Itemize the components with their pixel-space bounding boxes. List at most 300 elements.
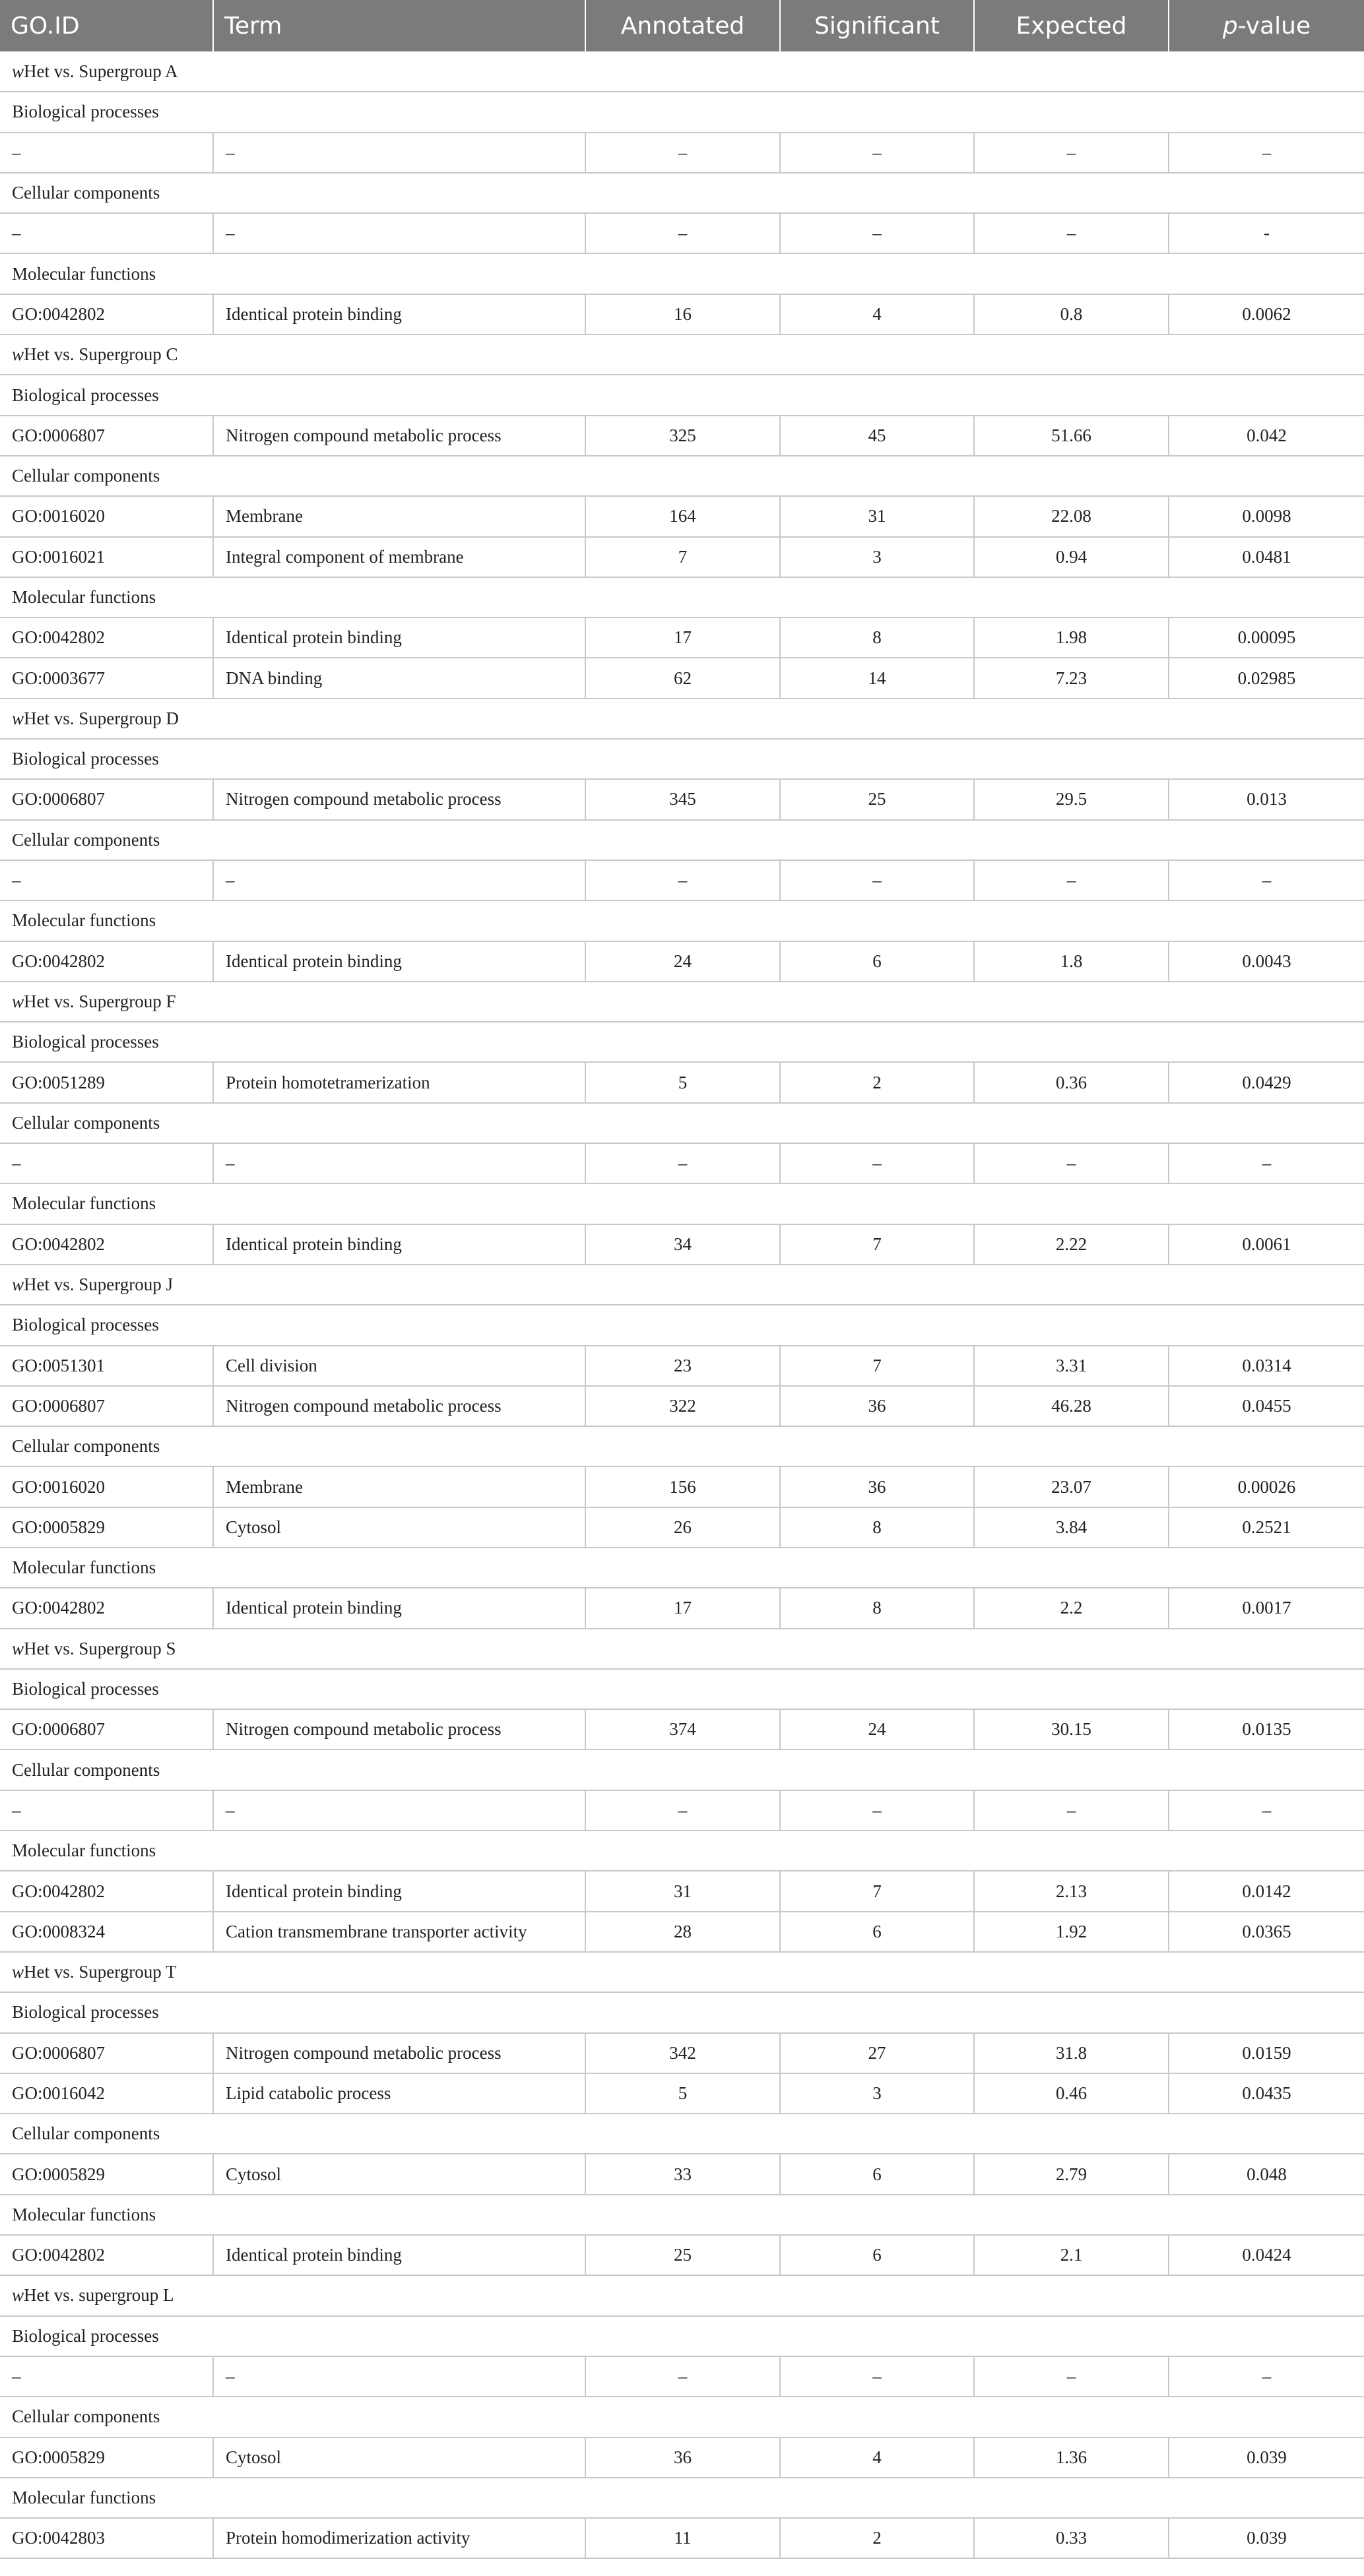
significant-cell: 8 — [780, 1588, 974, 1628]
term-cell: Protein homotetramerization — [213, 1062, 585, 1102]
expected-cell: 1.36 — [974, 2437, 1169, 2478]
annotated-cell: 164 — [585, 496, 780, 536]
annotated-cell: 17 — [585, 617, 780, 658]
category-text: Biological processes — [12, 1315, 159, 1335]
category-text: Molecular functions — [12, 587, 156, 607]
term-cell: Lipid catabolic process — [213, 2073, 585, 2114]
expected-cell: 22.08 — [974, 496, 1169, 536]
significant-cell: 27 — [780, 2033, 974, 2073]
table-row — [0, 2154, 1364, 2194]
significant-cell: 24 — [780, 1709, 974, 1749]
category-label — [0, 820, 1364, 860]
table-row — [0, 1709, 1364, 1749]
comparison-text: Het vs. Supergroup C — [24, 344, 178, 365]
category-text: Biological processes — [12, 749, 159, 769]
comparison-text: Het vs. Supergroup J — [24, 1274, 174, 1295]
term-cell: – — [213, 2356, 585, 2397]
significant-cell: – — [780, 133, 974, 173]
category-text: Biological processes — [12, 2325, 159, 2346]
category-label — [0, 1426, 1364, 1466]
comparison-w-italic: w — [12, 1962, 24, 1982]
category-row — [0, 253, 1364, 294]
p-value-cell: 0.2521 — [1169, 1507, 1364, 1548]
comparison-row — [0, 334, 1364, 375]
comparison-text: Het vs. Supergroup D — [24, 708, 179, 728]
significant-cell: 36 — [780, 1386, 974, 1426]
category-row — [0, 2397, 1364, 2437]
term-cell: – — [213, 1790, 585, 1831]
comparison-label — [0, 699, 1364, 739]
category-text: Molecular functions — [12, 2204, 156, 2224]
category-text: Cellular components — [12, 1436, 160, 1457]
significant-cell: – — [780, 213, 974, 253]
table-row — [0, 941, 1364, 982]
significant-cell: 7 — [780, 1224, 974, 1265]
category-label — [0, 92, 1364, 132]
go-id-cell: GO:0006807 — [0, 1386, 213, 1426]
category-label — [0, 2114, 1364, 2154]
comparison-text: Het vs. Supergroup S — [24, 1638, 176, 1658]
annotated-cell: 5 — [585, 1062, 780, 1102]
significant-cell: – — [780, 2356, 974, 2397]
table-row — [0, 1224, 1364, 1265]
significant-cell: – — [780, 1790, 974, 1831]
table-row — [0, 2073, 1364, 2114]
significant-cell: 14 — [780, 658, 974, 698]
expected-cell: – — [974, 860, 1169, 900]
p-value-cell: – — [1169, 1143, 1364, 1183]
term-cell: Membrane — [213, 1466, 585, 1507]
annotated-cell: 7 — [585, 537, 780, 577]
category-row — [0, 2114, 1364, 2154]
term-cell: DNA binding — [213, 658, 585, 698]
category-label — [0, 900, 1364, 941]
category-row — [0, 820, 1364, 860]
go-id-cell: GO:0006807 — [0, 779, 213, 819]
p-value-cell: 0.0314 — [1169, 1346, 1364, 1386]
category-label — [0, 1749, 1364, 1790]
term-cell: Nitrogen compound metabolic process — [213, 2033, 585, 2073]
expected-cell: 3.84 — [974, 1507, 1169, 1548]
expected-cell: 2.79 — [974, 2154, 1169, 2194]
go-id-cell: GO:0003677 — [0, 658, 213, 698]
go-id-cell: GO:0016020 — [0, 1466, 213, 1507]
category-row — [0, 2478, 1364, 2518]
category-label — [0, 253, 1364, 294]
category-text: Cellular components — [12, 2406, 160, 2427]
table-body — [0, 51, 1364, 2558]
expected-cell: 29.5 — [974, 779, 1169, 819]
go-id-cell: GO:0008324 — [0, 1912, 213, 1952]
go-id-cell: GO:0042802 — [0, 617, 213, 658]
header-annotated: Annotated — [585, 0, 780, 51]
category-label — [0, 2195, 1364, 2235]
p-value-cell: – — [1169, 1790, 1364, 1831]
annotated-cell: 16 — [585, 294, 780, 334]
significant-cell: 7 — [780, 1871, 974, 1911]
category-label — [0, 1831, 1364, 1871]
table-row — [0, 133, 1364, 173]
category-label — [0, 1183, 1364, 1224]
category-row — [0, 1548, 1364, 1588]
category-label — [0, 1548, 1364, 1588]
comparison-text: Het vs. supergroup L — [24, 2285, 174, 2306]
annotated-cell: 5 — [585, 2073, 780, 2114]
annotated-cell: 34 — [585, 1224, 780, 1265]
category-text: Biological processes — [12, 385, 159, 405]
category-label — [0, 375, 1364, 415]
category-row — [0, 1022, 1364, 1062]
go-id-cell: GO:0016021 — [0, 537, 213, 577]
category-row — [0, 1992, 1364, 2032]
comparison-row — [0, 1952, 1364, 1992]
go-id-cell: GO:0042803 — [0, 2518, 213, 2558]
significant-cell: 6 — [780, 2154, 974, 2194]
significant-cell: – — [780, 1143, 974, 1183]
p-value-cell: 0.00026 — [1169, 1466, 1364, 1507]
term-cell: Cation transmembrane transporter activity — [213, 1912, 585, 1952]
significant-cell: 7 — [780, 1346, 974, 1386]
header-significant: Significant — [780, 0, 974, 51]
comparison-label — [0, 1629, 1364, 1669]
annotated-cell: 11 — [585, 2518, 780, 2558]
annotated-cell: 24 — [585, 941, 780, 982]
annotated-cell: 342 — [585, 2033, 780, 2073]
significant-cell: 4 — [780, 2437, 974, 2478]
annotated-cell: 33 — [585, 2154, 780, 2194]
category-text: Biological processes — [12, 2002, 159, 2023]
annotated-cell: 26 — [585, 1507, 780, 1548]
term-cell: – — [213, 133, 585, 173]
category-text: Cellular components — [12, 466, 160, 486]
annotated-cell: 156 — [585, 1466, 780, 1507]
p-value-cell: 0.0159 — [1169, 2033, 1364, 2073]
table-row — [0, 1588, 1364, 1628]
significant-cell: 36 — [780, 1466, 974, 1507]
comparison-label — [0, 982, 1364, 1022]
p-value-cell: 0.039 — [1169, 2518, 1364, 2558]
table-row — [0, 1871, 1364, 1911]
category-label — [0, 1992, 1364, 2032]
significant-cell: 2 — [780, 2518, 974, 2558]
significant-cell: – — [780, 860, 974, 900]
table-row — [0, 1790, 1364, 1831]
category-text: Cellular components — [12, 829, 160, 850]
go-id-cell: – — [0, 1790, 213, 1831]
significant-cell: 8 — [780, 617, 974, 658]
expected-cell: 2.2 — [974, 1588, 1169, 1628]
annotated-cell: 374 — [585, 1709, 780, 1749]
category-row — [0, 739, 1364, 779]
comparison-row — [0, 699, 1364, 739]
p-value-cell: 0.0061 — [1169, 1224, 1364, 1265]
category-text: Biological processes — [12, 102, 159, 122]
category-row — [0, 92, 1364, 132]
category-label — [0, 1022, 1364, 1062]
go-id-cell: GO:0005829 — [0, 2154, 213, 2194]
table-row — [0, 1346, 1364, 1386]
significant-cell: 6 — [780, 2235, 974, 2275]
comparison-w-italic: w — [12, 2285, 24, 2306]
p-value-cell: 0.0062 — [1169, 294, 1364, 334]
category-text: Biological processes — [12, 1032, 159, 1052]
term-cell: – — [213, 213, 585, 253]
term-cell: Identical protein binding — [213, 2235, 585, 2275]
annotated-cell: 31 — [585, 1871, 780, 1911]
table-row — [0, 294, 1364, 334]
expected-cell: – — [974, 1790, 1169, 1831]
comparison-w-italic: w — [12, 991, 24, 1011]
table-row — [0, 213, 1364, 253]
p-value-cell: – — [1169, 2356, 1364, 2397]
expected-cell: 0.36 — [974, 1062, 1169, 1102]
table-row — [0, 860, 1364, 900]
term-cell: Nitrogen compound metabolic process — [213, 1709, 585, 1749]
expected-cell: 1.98 — [974, 617, 1169, 658]
term-cell: Identical protein binding — [213, 941, 585, 982]
comparison-label — [0, 1265, 1364, 1305]
comparison-text: Het vs. Supergroup A — [24, 61, 178, 81]
category-text: Cellular components — [12, 2123, 160, 2144]
category-row — [0, 1103, 1364, 1143]
term-cell: – — [213, 1143, 585, 1183]
expected-cell: 0.33 — [974, 2518, 1169, 2558]
significant-cell: 3 — [780, 2073, 974, 2114]
significant-cell: 2 — [780, 1062, 974, 1102]
header-go-id: GO.ID — [0, 0, 213, 51]
expected-cell: 1.92 — [974, 1912, 1169, 1952]
category-row — [0, 577, 1364, 617]
go-id-cell: GO:0005829 — [0, 2437, 213, 2478]
expected-cell: 2.22 — [974, 1224, 1169, 1265]
term-cell: Identical protein binding — [213, 1224, 585, 1265]
p-value-cell: 0.0365 — [1169, 1912, 1364, 1952]
term-cell: Membrane — [213, 496, 585, 536]
table-row — [0, 1143, 1364, 1183]
comparison-text: Het vs. Supergroup F — [24, 991, 176, 1011]
table-row — [0, 1507, 1364, 1548]
table-header — [0, 0, 1364, 51]
table-row — [0, 1386, 1364, 1426]
category-row — [0, 900, 1364, 941]
table-row — [0, 1466, 1364, 1507]
expected-cell: 0.46 — [974, 2073, 1169, 2114]
p-value-cell: 0.0043 — [1169, 941, 1364, 982]
expected-cell: 0.8 — [974, 294, 1169, 334]
header-row — [0, 0, 1364, 51]
table-row — [0, 537, 1364, 577]
expected-cell: 51.66 — [974, 416, 1169, 456]
p-value-cell: 0.0429 — [1169, 1062, 1364, 1102]
comparison-row — [0, 2275, 1364, 2315]
category-row — [0, 173, 1364, 213]
expected-cell: 2.13 — [974, 1871, 1169, 1911]
expected-cell: 0.94 — [974, 537, 1169, 577]
comparison-w-italic: w — [12, 61, 24, 81]
annotated-cell: – — [585, 213, 780, 253]
category-label — [0, 2397, 1364, 2437]
expected-cell: 23.07 — [974, 1466, 1169, 1507]
comparison-row — [0, 51, 1364, 92]
p-value-cell: 0.02985 — [1169, 658, 1364, 698]
p-value-cell: 0.048 — [1169, 2154, 1364, 2194]
category-text: Cellular components — [12, 183, 160, 203]
go-id-cell: GO:0006807 — [0, 2033, 213, 2073]
category-label — [0, 173, 1364, 213]
annotated-cell: – — [585, 2356, 780, 2397]
comparison-w-italic: w — [12, 708, 24, 728]
significant-cell: 6 — [780, 941, 974, 982]
go-id-cell: – — [0, 2356, 213, 2397]
term-cell: Cell division — [213, 1346, 585, 1386]
header-p-value — [1169, 0, 1364, 51]
category-text: Molecular functions — [12, 1193, 156, 1214]
annotated-cell: – — [585, 133, 780, 173]
go-id-cell: – — [0, 213, 213, 253]
go-id-cell: GO:0005829 — [0, 1507, 213, 1548]
annotated-cell: 62 — [585, 658, 780, 698]
table-row — [0, 2518, 1364, 2558]
annotated-cell: 23 — [585, 1346, 780, 1386]
category-label — [0, 1669, 1364, 1709]
table-row — [0, 2356, 1364, 2397]
p-value-cell: 0.0455 — [1169, 1386, 1364, 1426]
category-label — [0, 1103, 1364, 1143]
header-expected: Expected — [974, 0, 1169, 51]
expected-cell: 1.8 — [974, 941, 1169, 982]
header-p-italic: p — [1222, 12, 1238, 40]
expected-cell: – — [974, 1143, 1169, 1183]
term-cell: Cytosol — [213, 2437, 585, 2478]
table-row — [0, 1912, 1364, 1952]
annotated-cell: – — [585, 1143, 780, 1183]
comparison-w-italic: w — [12, 1274, 24, 1295]
p-value-cell: 0.0481 — [1169, 537, 1364, 577]
term-cell: Identical protein binding — [213, 617, 585, 658]
expected-cell: – — [974, 133, 1169, 173]
significant-cell: 25 — [780, 779, 974, 819]
table-row — [0, 2033, 1364, 2073]
term-cell: Cytosol — [213, 1507, 585, 1548]
category-text: Cellular components — [12, 1759, 160, 1780]
expected-cell: 7.23 — [974, 658, 1169, 698]
p-value-cell: 0.0435 — [1169, 2073, 1364, 2114]
term-cell: Nitrogen compound metabolic process — [213, 779, 585, 819]
term-cell: Identical protein binding — [213, 1588, 585, 1628]
category-text: Molecular functions — [12, 1840, 156, 1861]
category-row — [0, 1831, 1364, 1871]
header-term: Term — [213, 0, 585, 51]
expected-cell: – — [974, 213, 1169, 253]
category-label — [0, 739, 1364, 779]
table-row — [0, 658, 1364, 698]
annotated-cell: 28 — [585, 1912, 780, 1952]
annotated-cell: 25 — [585, 2235, 780, 2275]
comparison-w-italic: w — [12, 344, 24, 365]
category-label — [0, 2478, 1364, 2518]
table-row — [0, 496, 1364, 536]
p-value-cell: 0.0135 — [1169, 1709, 1364, 1749]
expected-cell: – — [974, 2356, 1169, 2397]
category-row — [0, 2195, 1364, 2235]
header-p-suffix: -value — [1237, 12, 1311, 40]
comparison-w-italic: w — [12, 1638, 24, 1658]
category-row — [0, 1749, 1364, 1790]
p-value-cell: 0.039 — [1169, 2437, 1364, 2478]
table-row — [0, 1062, 1364, 1102]
comparison-row — [0, 982, 1364, 1022]
annotated-cell: 345 — [585, 779, 780, 819]
p-value-cell: - — [1169, 213, 1364, 253]
annotated-cell: – — [585, 1790, 780, 1831]
annotated-cell: 17 — [585, 1588, 780, 1628]
expected-cell: 31.8 — [974, 2033, 1169, 2073]
category-row — [0, 1669, 1364, 1709]
significant-cell: 6 — [780, 1912, 974, 1952]
go-id-cell: GO:0016020 — [0, 496, 213, 536]
p-value-cell: – — [1169, 860, 1364, 900]
significant-cell: 3 — [780, 537, 974, 577]
comparison-label — [0, 1952, 1364, 1992]
category-row — [0, 1183, 1364, 1224]
term-cell: Integral component of membrane — [213, 537, 585, 577]
go-id-cell: – — [0, 133, 213, 173]
p-value-cell: 0.013 — [1169, 779, 1364, 819]
comparison-text: Het vs. Supergroup T — [24, 1962, 177, 1982]
category-text: Cellular components — [12, 1112, 160, 1133]
go-id-cell: GO:0042802 — [0, 294, 213, 334]
comparison-row — [0, 1629, 1364, 1669]
term-cell: Identical protein binding — [213, 294, 585, 334]
p-value-cell: 0.00095 — [1169, 617, 1364, 658]
comparison-row — [0, 1265, 1364, 1305]
go-id-cell: GO:0042802 — [0, 941, 213, 982]
annotated-cell: 36 — [585, 2437, 780, 2478]
comparison-label — [0, 334, 1364, 375]
go-id-cell: – — [0, 860, 213, 900]
expected-cell: 3.31 — [974, 1346, 1169, 1386]
category-row — [0, 1305, 1364, 1345]
category-text: Biological processes — [12, 1679, 159, 1699]
category-row — [0, 1426, 1364, 1466]
go-id-cell: GO:0042802 — [0, 1871, 213, 1911]
significant-cell: 45 — [780, 416, 974, 456]
go-id-cell: GO:0042802 — [0, 1588, 213, 1628]
category-row — [0, 375, 1364, 415]
table-row — [0, 779, 1364, 819]
significant-cell: 8 — [780, 1507, 974, 1548]
expected-cell: 46.28 — [974, 1386, 1169, 1426]
p-value-cell: 0.0098 — [1169, 496, 1364, 536]
p-value-cell: 0.0017 — [1169, 1588, 1364, 1628]
table-row — [0, 2235, 1364, 2275]
go-id-cell: GO:0042802 — [0, 1224, 213, 1265]
term-cell: Nitrogen compound metabolic process — [213, 416, 585, 456]
term-cell: Cytosol — [213, 2154, 585, 2194]
go-id-cell: GO:0016042 — [0, 2073, 213, 2114]
go-id-cell: GO:0042802 — [0, 2235, 213, 2275]
comparison-label — [0, 51, 1364, 92]
go-id-cell: – — [0, 1143, 213, 1183]
go-id-cell: GO:0051289 — [0, 1062, 213, 1102]
go-id-cell: GO:0051301 — [0, 1346, 213, 1386]
term-cell: Protein homodimerization activity — [213, 2518, 585, 2558]
annotated-cell: 322 — [585, 1386, 780, 1426]
term-cell: Identical protein binding — [213, 1871, 585, 1911]
table-row — [0, 416, 1364, 456]
comparison-label — [0, 2275, 1364, 2315]
category-label — [0, 577, 1364, 617]
